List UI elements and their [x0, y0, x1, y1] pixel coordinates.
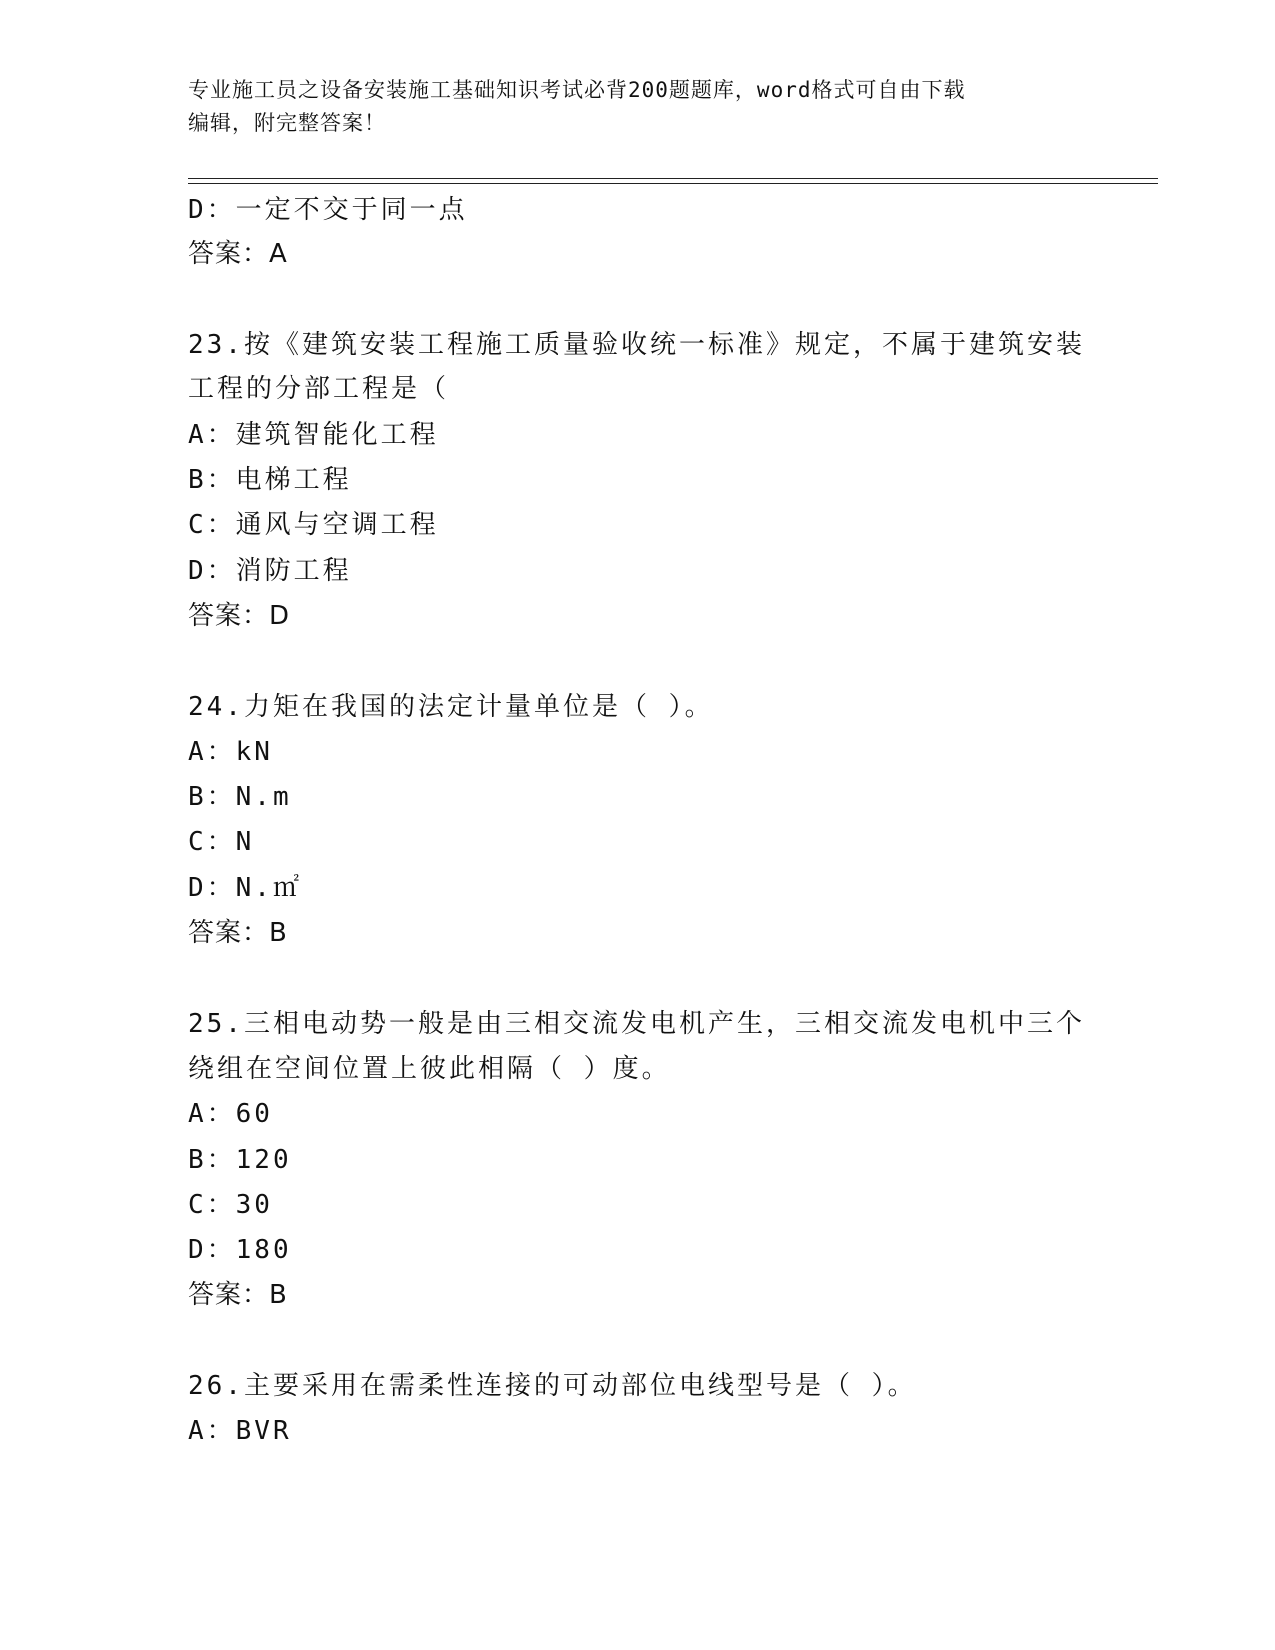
header-divider-bottom [188, 183, 1158, 184]
q24-option-c: C：N [188, 827, 255, 857]
q25-option-b: B：120 [188, 1145, 292, 1175]
q23-option-b: B：电梯工程 [188, 465, 352, 495]
q25-stem-line-2: 绕组在空间位置上彼此相隔（ ）度。 [188, 1054, 671, 1084]
header-line-1: 专业施工员之设备安装施工基础知识考试必背200题题库，word格式可自由下载 [188, 78, 966, 102]
q23-stem-line-2: 工程的分部工程是（ [188, 374, 450, 404]
q26-option-a: A：BVR [188, 1416, 292, 1446]
q22-option-d: D：一定不交于同一点 [188, 195, 468, 225]
q23-option-c: C：通风与空调工程 [188, 510, 439, 540]
document-header [188, 74, 1088, 140]
q25-option-c: C：30 [188, 1190, 273, 1220]
q24-option-a: A：kN [188, 737, 273, 767]
q24-stem: 24.力矩在我国的法定计量单位是（ ）。 [188, 692, 714, 722]
q25-stem-line-1: 25.三相电动势一般是由三相交流发电机产生，三相交流发电机中三个 [188, 1009, 1085, 1039]
header-line-2: 编辑，附完整答案！ [188, 111, 386, 135]
q24-option-d: D：N.㎡ [188, 873, 302, 903]
q23-stem-line-1: 23.按《建筑安装工程施工质量验收统一标准》规定，不属于建筑安装 [188, 330, 1085, 360]
q23-option-a: A：建筑智能化工程 [188, 420, 439, 450]
header-divider-top [188, 178, 1158, 179]
q25-option-a: A：60 [188, 1099, 273, 1129]
q24-answer: 答案：B [188, 918, 288, 948]
q23-option-d: D：消防工程 [188, 556, 352, 586]
q26-stem: 26.主要采用在需柔性连接的可动部位电线型号是（ ）。 [188, 1371, 917, 1401]
q25-answer: 答案：B [188, 1280, 288, 1310]
q24-option-b: B：N.m [188, 782, 292, 812]
q23-answer: 答案：D [188, 601, 291, 631]
q25-option-d: D：180 [188, 1235, 292, 1265]
q22-answer: 答案：A [188, 239, 288, 269]
